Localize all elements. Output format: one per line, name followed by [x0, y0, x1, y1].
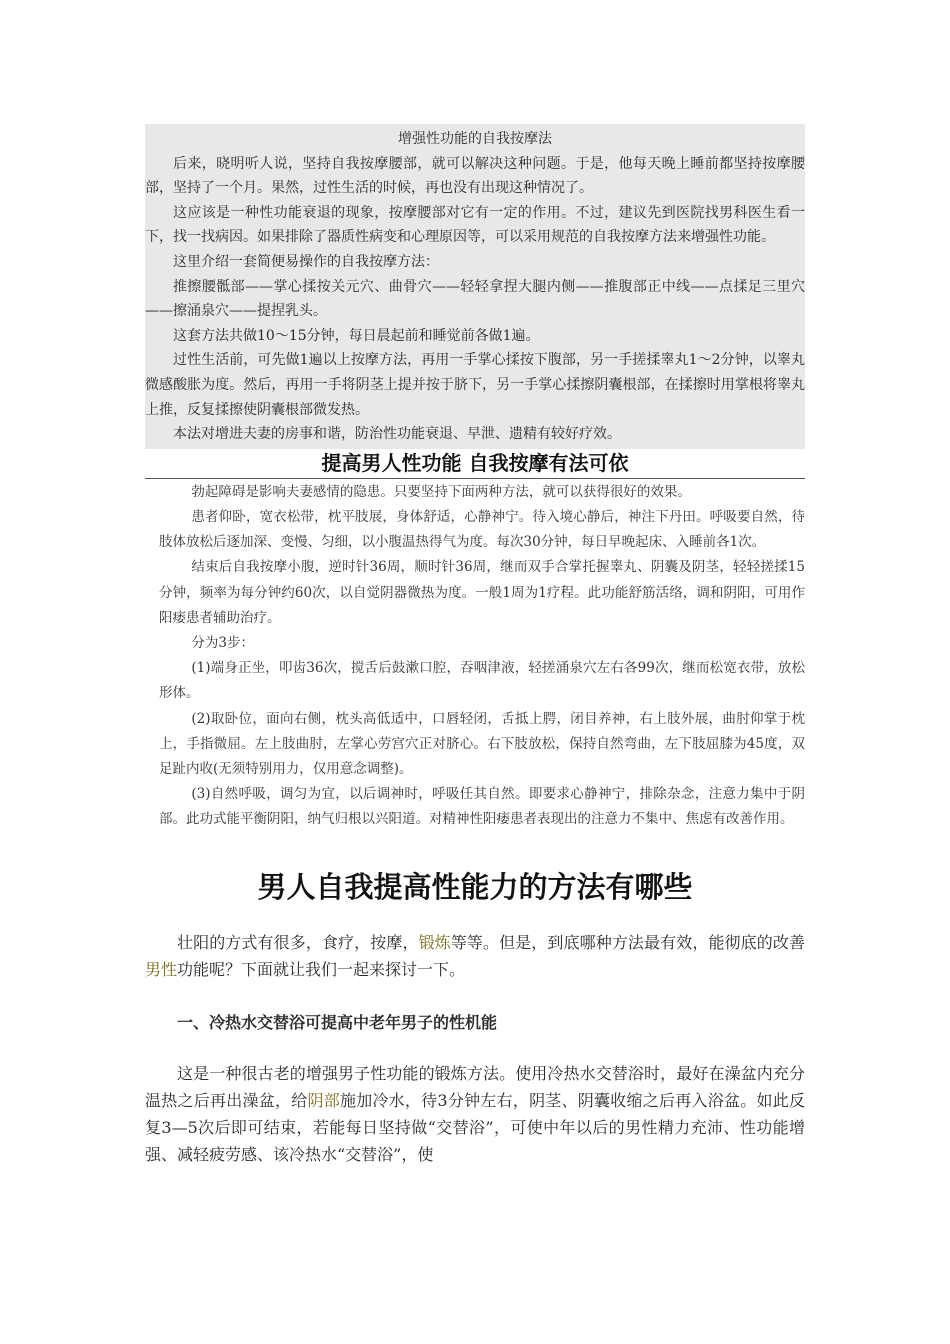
paragraph: 勃起障碍是影响夫妻感情的隐患。只要坚持下面两种方法，就可以获得很好的效果。	[191, 483, 691, 500]
link-exercise[interactable]: 锻炼	[418, 932, 451, 952]
paragraph: 这应该是一种性功能衰退的现象，按摩腰部对它有一定的作用。不过，建议先到医院找男科医生看一下，找一找病因。如果排除了器质性病变和心理原因等，可以采用规范的自我按摩方法来增强性功能。	[145, 204, 805, 246]
paragraph: 推擦腰骶部——掌心揉按关元穴、曲骨穴——轻轻拿捏大腿内侧——推腹部正中线——点揉足三里穴——擦涌泉穴——提捏乳头。	[145, 278, 805, 320]
paragraph: 本法对增进夫妻的房事和谐，防治性功能衰退、早泄、遗精有较好疗效。	[173, 426, 621, 443]
paragraph: 后来，晓明听人说，坚持自我按摩腰部，就可以解决这种问题。于是，他每天晚上睡前都坚持按摩腰部，坚持了一个月。果然，过性生活的时候，再也没有出现这种情况了。	[145, 155, 805, 197]
section-self-massage	[145, 480, 805, 833]
paragraph: 过性生活前，可先做1遍以上按摩方法，再用一手掌心揉按下腹部，另一手搓揉睾丸1～2分钟，以睾丸微感酸胀为度。然后，再用一手将阴茎上提并按于脐下，另一手掌心揉擦阴囊根部，在揉擦时用掌根将睾丸上推，反复揉擦使阴囊根部微发热。	[145, 352, 805, 418]
paragraph: 这套方法共做10～15分钟，每日晨起前和睡觉前各做1遍。	[173, 327, 540, 344]
link-male[interactable]: 男性	[145, 959, 178, 979]
paragraph: (2)取卧位，面向右侧，枕头高低适中，口唇轻闭，舌抵上腭，闭目养神，右上肢外展，曲肘仰掌于枕上，手指微屈。左上肢曲肘，左掌心劳宫穴正对脐心。右下肢放松，保持自然弯曲，左下肢屈膝为45度，双足趾内收(无须特别用力，仅用意念调整)。	[159, 710, 805, 777]
subheading: 一、冷热水交替浴可提高中老年男子的性机能	[177, 1012, 498, 1032]
paragraph: 分为3步：	[191, 634, 254, 651]
section2-title: 提高男人性功能 自我按摩有法可依	[145, 449, 805, 479]
paragraph: 结束后自我按摩小腹，逆时针36周，顺时针36周，继而双手合掌托握睾丸、阴囊及阴茎，轻轻搓揉15分钟，频率为每分钟约60次，以自觉阴器微热为度。一般1周为1疗程。此功能舒筋活络，调和阴阳，可用作阳痿患者辅助治疗。	[159, 559, 805, 626]
paragraph: 这是一种很古老的增强男子性功能的锻炼方法。使用冷热水交替浴时，最好在澡盆内充分温热之后再出澡盆，给阴部施加冷水，待3分钟左右，阴茎、阴囊收缩之后再入浴盆。如此反复3—5次后即可结束，若能每日坚持做“交替浴”，可使中年以后的男性精力充沛、性功能增强、减轻疲劳感、该冷热水“交替浴”，使	[145, 1063, 805, 1164]
paragraph: 患者仰卧，宽衣松带，枕平肢展，身体舒适，心静神宁。待入境心静后，神注下丹田。呼吸要自然，待肢体放松后逐加深、变慢、匀细，以小腹温热得气为度。每次30分钟，每日早晚起床、入睡前各1次。	[159, 508, 805, 551]
link-genital[interactable]: 阴部	[307, 1090, 340, 1110]
section1-title: 增强性功能的自我按摩法	[398, 131, 552, 147]
paragraph: 这里介绍一套简便易操作的自我按摩方法：	[173, 253, 439, 270]
section-improve-methods	[145, 929, 805, 1168]
intro-paragraph: 壮阳的方式有很多，食疗，按摩，锻炼等等。但是，到底哪种方法最有效，能彻底的改善男性功能呢？下面就让我们一起来探讨一下。	[145, 932, 805, 979]
section-massage-methods	[145, 124, 805, 449]
document-page	[145, 124, 805, 1168]
section3-title: 男人自我提高性能力的方法有哪些	[257, 869, 693, 904]
paragraph: (1)端身正坐，叩齿36次，搅舌后鼓漱口腔，吞咽津液，轻搓涌泉穴左右各99次，继而松宽衣带，放松形体。	[159, 660, 805, 702]
paragraph: (3)自然呼吸，调匀为宜，以后调神时，呼吸任其自然。即要求心静神宁，排除杂念，注意力集中于阴部。此功式能平衡阴阳，纳气归根以兴阳道。对精神性阳痿患者表现出的注意力不集中、焦虑有改善作用。	[159, 786, 805, 828]
